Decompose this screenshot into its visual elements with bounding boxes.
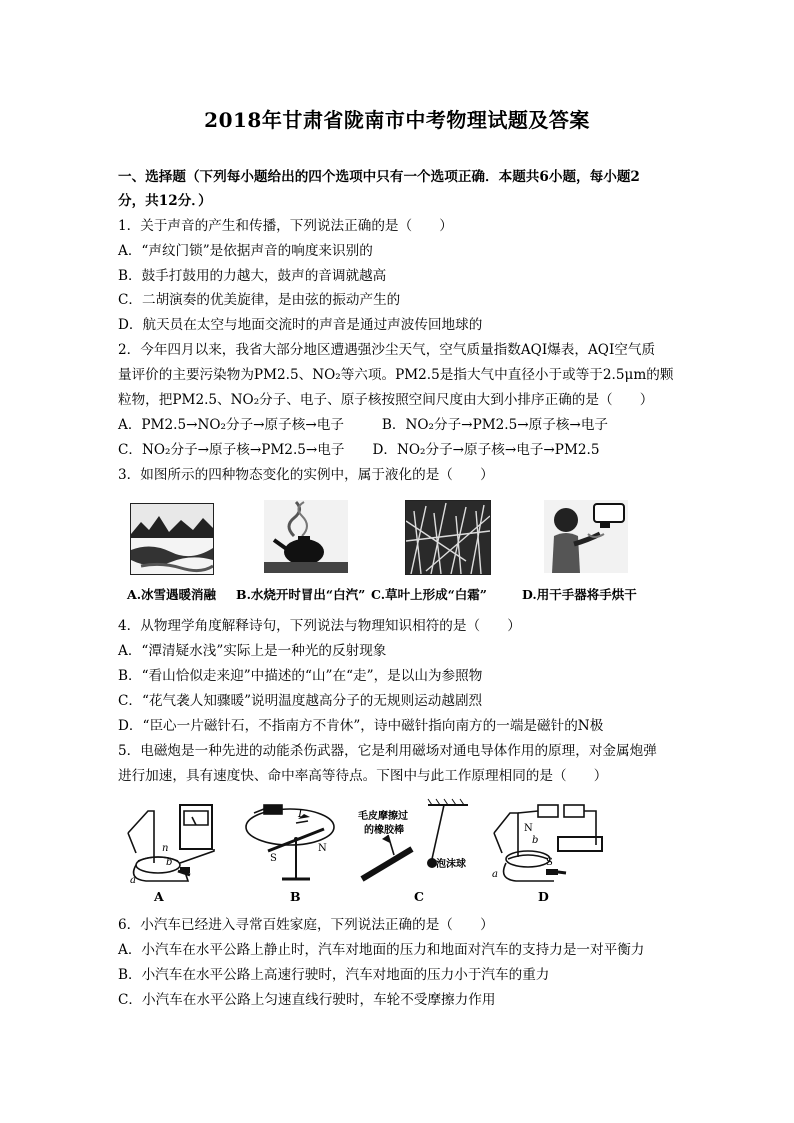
q3-caption-c: C.草叶上形成“白霜” — [371, 587, 487, 602]
q4-option-d: D．“臣心一片磁针石，不指南方不肯休”，诗中磁针指向南方的一端是磁针的N极 — [118, 718, 604, 734]
q5-label-a: A — [154, 889, 164, 904]
q2-option-c: C．NO₂分子→原子核→PM2.5→电子 — [118, 442, 345, 458]
q5-fig-c-rod-label2: 的橡胶棒 — [364, 825, 404, 836]
q6-option-c: C．小汽车在水平公路上匀速直线行驶时，车轮不受摩擦力作用 — [118, 992, 496, 1008]
q1-option-c: C．二胡演奏的优美旋律，是由弦的振动产生的 — [118, 292, 401, 308]
q5-fig-d-magnet — [546, 869, 558, 875]
q5-fig-d-n: N — [524, 823, 533, 834]
q5-fig-b-pivot — [294, 837, 298, 841]
q2-options-ab — [118, 415, 608, 435]
q5-fig-a — [128, 805, 214, 881]
q1-option-a: A．“声纹门锁”是依据声音的响度来识别的 — [118, 243, 373, 259]
q3-caption-a: A.冰雪遇暖消融 — [127, 587, 217, 602]
q3-photo-a-snow-melting — [130, 503, 214, 575]
q1-option-b: B．鼓手打鼓用的力越大，鼓声的音调就越高 — [118, 268, 387, 284]
q5-fig-b-s: S — [270, 853, 277, 864]
q3-caption-b: B.水烧开时冒出“白汽” — [236, 587, 366, 602]
q5-fig-b — [246, 805, 334, 879]
q2-stem-line2: 量评价的主要污染物为PM2.5、NO₂等六项。PM2.5是指大气中直径小于或等于2.5μm的颗 — [118, 367, 674, 383]
q5-figure — [118, 793, 618, 905]
q5-fig-d-s: S — [546, 857, 553, 868]
q5-fig-a-b: b — [166, 857, 173, 868]
q5-fig-c-ball-label: 泡沫球 — [436, 859, 466, 870]
q1-stem: 1．关于声音的产生和传播，下列说法正确的是（ ） — [118, 218, 453, 234]
q5-fig-d-a: a — [492, 869, 498, 880]
q3-caption-d: D.用干手器将手烘干 — [522, 587, 637, 602]
q5-fig-c-rod-label: 毛皮摩擦过 — [358, 811, 408, 822]
q4-option-a: A．“潭清疑水浅”实际上是一种光的反射现象 — [118, 643, 387, 659]
q5-fig-a-magnet — [180, 867, 190, 873]
q5-label-d: D — [538, 889, 549, 904]
q2-stem-line3: 粒物，把PM2.5、NO₂分子、电子、原子核按照空间尺度由大到小排序正确的是（ ） — [118, 392, 654, 408]
q5-fig-b-n: N — [318, 843, 327, 854]
section-heading-line1: 一、选择题（下列每小题给出的四个选项中只有一个选项正确．本题共6小题，每小题2 — [118, 169, 640, 185]
q6-stem: 6．小汽车已经进入寻常百姓家庭，下列说法正确的是（ ） — [118, 917, 494, 933]
q6-option-b: B．小汽车在水平公路上高速行驶时，汽车对地面的压力小于汽车的重力 — [118, 967, 550, 983]
q5-stem-line2: 进行加速，具有速度快、命中率高等待点。下图中与此工作原理相同的是（ ） — [118, 768, 608, 784]
q2-option-d: D．NO₂分子→原子核→电子→PM2.5 — [372, 442, 600, 458]
q5-fig-d-b: b — [532, 835, 539, 846]
q2-options-cd — [118, 440, 600, 460]
q5-label-c: C — [414, 889, 424, 904]
q6-option-a: A．小汽车在水平公路上静止时，汽车对地面的压力和地面对汽车的支持力是一对平衡力 — [118, 942, 645, 958]
q3-photo-b-kettle-steam — [264, 500, 348, 573]
q2-option-b: B．NO₂分子→PM2.5→原子核→电子 — [381, 417, 609, 433]
q1-option-d: D．航天员在太空与地面交流时的声音是通过声波传回地球的 — [118, 317, 483, 333]
q2-stem-line1: 2．今年四月以来，我省大部分地区遭遇强沙尘天气，空气质量指数AQI爆表，AQI空气质 — [118, 342, 656, 358]
q5-fig-b-current: I — [298, 807, 303, 820]
q4-option-c: C．“花气袭人知骤暖”说明温度越高分子的无规则运动越剧烈 — [118, 693, 483, 709]
q5-fig-a-a: a — [130, 875, 136, 886]
q4-option-b: B．“看山恰似走来迎”中描述的“山”在“走”，是以山为参照物 — [118, 668, 483, 684]
q3-photo-c-grass-frost — [405, 500, 491, 575]
q3-stem: 3．如图所示的四种物态变化的实例中，属于液化的是（ ） — [118, 467, 494, 483]
page-title: 2018年甘肃省陇南市中考物理试题及答案 — [204, 108, 590, 132]
q2-option-a: A．PM2.5→NO₂分子→原子核→电子 — [118, 417, 344, 433]
q5-stem-line1: 5．电磁炮是一种先进的动能杀伤武器，它是利用磁场对通电导体作用的原理，对金属炮弹 — [118, 743, 657, 759]
q4-stem: 4．从物理学角度解释诗句，下列说法与物理知识相符的是（ ） — [118, 618, 521, 634]
q5-label-b: B — [290, 889, 301, 904]
section-heading-line2: 分，共12分．） — [118, 193, 212, 209]
q5-fig-a-n: n — [162, 843, 169, 854]
q3-photo-d-hand-dryer — [544, 500, 628, 573]
